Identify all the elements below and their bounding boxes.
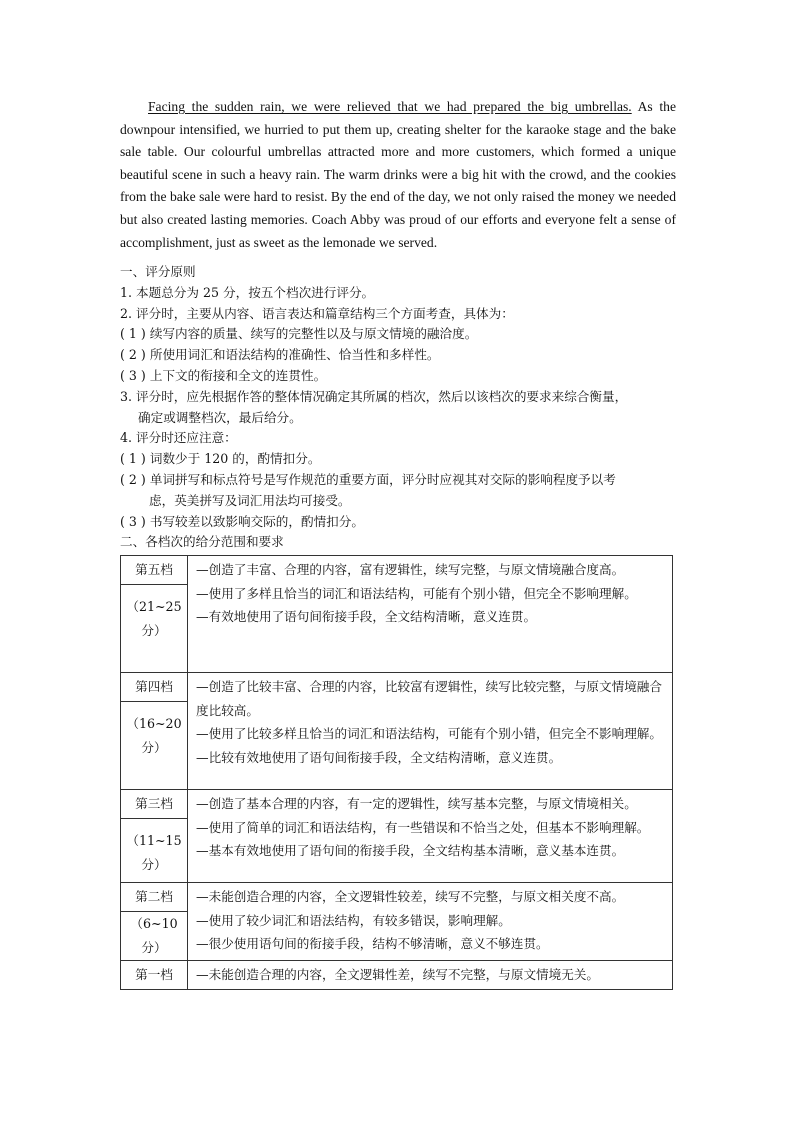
level-description [188, 556, 673, 673]
essay-first-sentence: Facing the sudden rain, we were relieved that we had prepared the big umbrellas. [148, 99, 632, 114]
grading-levels-table [120, 555, 673, 990]
level-name: 第一档 [135, 967, 173, 982]
level-criterion: —使用了多样且恰当的词汇和语法结构，可能有个别小错，但完全不影响理解。 [196, 585, 637, 601]
rule-4-item-2-continued: 虑，英美拼写及词汇用法均可接受。 [149, 492, 351, 508]
level-description [188, 883, 673, 961]
level-criterion: —未能创造合理的内容，全文逻辑性较差，续写不完整，与原文相关度不高。 [196, 889, 625, 904]
level-cell [121, 790, 188, 883]
level-range: （11~15 分） [126, 833, 182, 872]
level-criterion: —使用了简单的词汇和语法结构，有一些错误和不恰当之处，但基本不影响理解。 [196, 819, 650, 835]
level-criterion: —基本有效地使用了语句间的衔接手段，全文结构基本清晰，意义基本连贯。 [196, 843, 625, 859]
level-description [188, 673, 673, 790]
rule-4-item-3: ( 3 ) 书写较差以致影响交际的，酌情扣分。 [120, 513, 364, 529]
level-cell [121, 961, 188, 990]
level-criterion: —使用了比较多样且恰当的词汇和语法结构，可能有个别小错，但完全不影响理解。 [196, 726, 662, 742]
level-range: （21~25 分） [126, 599, 182, 638]
section-heading-levels: 二、各档次的给分范围和要求 [120, 534, 284, 550]
level-cell [121, 673, 188, 790]
level-name: 第三档 [121, 790, 187, 819]
table-row-level-3 [121, 790, 673, 883]
level-cell [121, 883, 188, 961]
level-range: （16~20 分） [126, 716, 182, 755]
level-description [188, 790, 673, 883]
table-row-level-2 [121, 883, 673, 961]
level-cell [121, 556, 188, 673]
rule-2-item-3: ( 3 ) 上下文的衔接和全文的连贯性。 [120, 367, 327, 383]
level-criterion: —创造了比较丰富、合理的内容，比较富有逻辑性，续写比较完整，与原文情境融合度比较高。 [196, 679, 662, 718]
section-heading-principles: 一、评分原则 [120, 264, 196, 279]
rule-3-continued: 确定或调整档次，最后给分。 [138, 409, 302, 425]
level-criterion: —创造了丰富、合理的内容，富有逻辑性，续写完整，与原文情境融合度高。 [196, 562, 625, 577]
level-name: 第五档 [121, 556, 187, 585]
level-criterion: —比较有效地使用了语句间衔接手段，全文结构清晰，意义连贯。 [196, 749, 562, 765]
rule-4: 4. 评分时还应注意： [120, 430, 237, 446]
rule-2: 2. 评分时，主要从内容、语言表达和篇章结构三个方面考查，具体为： [120, 305, 514, 321]
table-row-level-1 [121, 961, 673, 990]
essay-paragraph [120, 96, 676, 254]
essay-body: As the downpour intensified, we hurried to put them up, creating shelter for the karaoke stage and the bake sale table. Our colourful umbrellas attracted more and more customers, which formed a unique beautiful scene in such a heavy rain. The warm drinks were a big hit with the crowd, and the cookies from the bake sale were hard to resist. By the end of the day, we not only raised the money we needed but also created lasting memories. Coach Abby was proud of our efforts and everyone felt a sense of accomplishment, just as sweet as the lemonade we served. [120, 99, 676, 250]
rule-2-item-2: ( 2 ) 所使用词汇和语法结构的准确性、恰当性和多样性。 [120, 347, 440, 363]
level-name: 第四档 [121, 673, 187, 702]
level-criterion: —有效地使用了语句间衔接手段，全文结构清晰，意义连贯。 [196, 609, 537, 625]
table-row-level-4 [121, 673, 673, 790]
rule-3: 3. 评分时，应先根据作答的整体情况确定其所属的档次，然后以该档次的要求来综合衡量， [120, 388, 628, 404]
rule-4-item-1: ( 1 ) 词数少于 120 的，酌情扣分。 [120, 451, 321, 467]
scoring-principles [120, 262, 680, 553]
level-criterion: —使用了较少词汇和语法结构，有较多错误，影响理解。 [196, 912, 511, 928]
rule-1: 1. 本题总分为 25 分，按五个档次进行评分。 [120, 284, 375, 300]
rule-4-item-2: ( 2 ) 单词拼写和标点符号是写作规范的重要方面，评分时应视其对交际的影响程度予以考 [120, 471, 616, 487]
table-row-level-5 [121, 556, 673, 673]
level-criterion: —创造了基本合理的内容，有一定的逻辑性，续写基本完整，与原文情境相关。 [196, 796, 637, 811]
level-criterion: —未能创造合理的内容，全文逻辑性差，续写不完整，与原文情境无关。 [196, 967, 599, 982]
level-criterion: —很少使用语句间的衔接手段，结构不够清晰，意义不够连贯。 [196, 936, 549, 952]
level-name: 第二档 [121, 883, 187, 912]
rule-2-item-1: ( 1 ) 续写内容的质量、续写的完整性以及与原文情境的融洽度。 [120, 326, 478, 342]
level-description [188, 961, 673, 990]
level-range: （6~10 分） [130, 916, 178, 955]
